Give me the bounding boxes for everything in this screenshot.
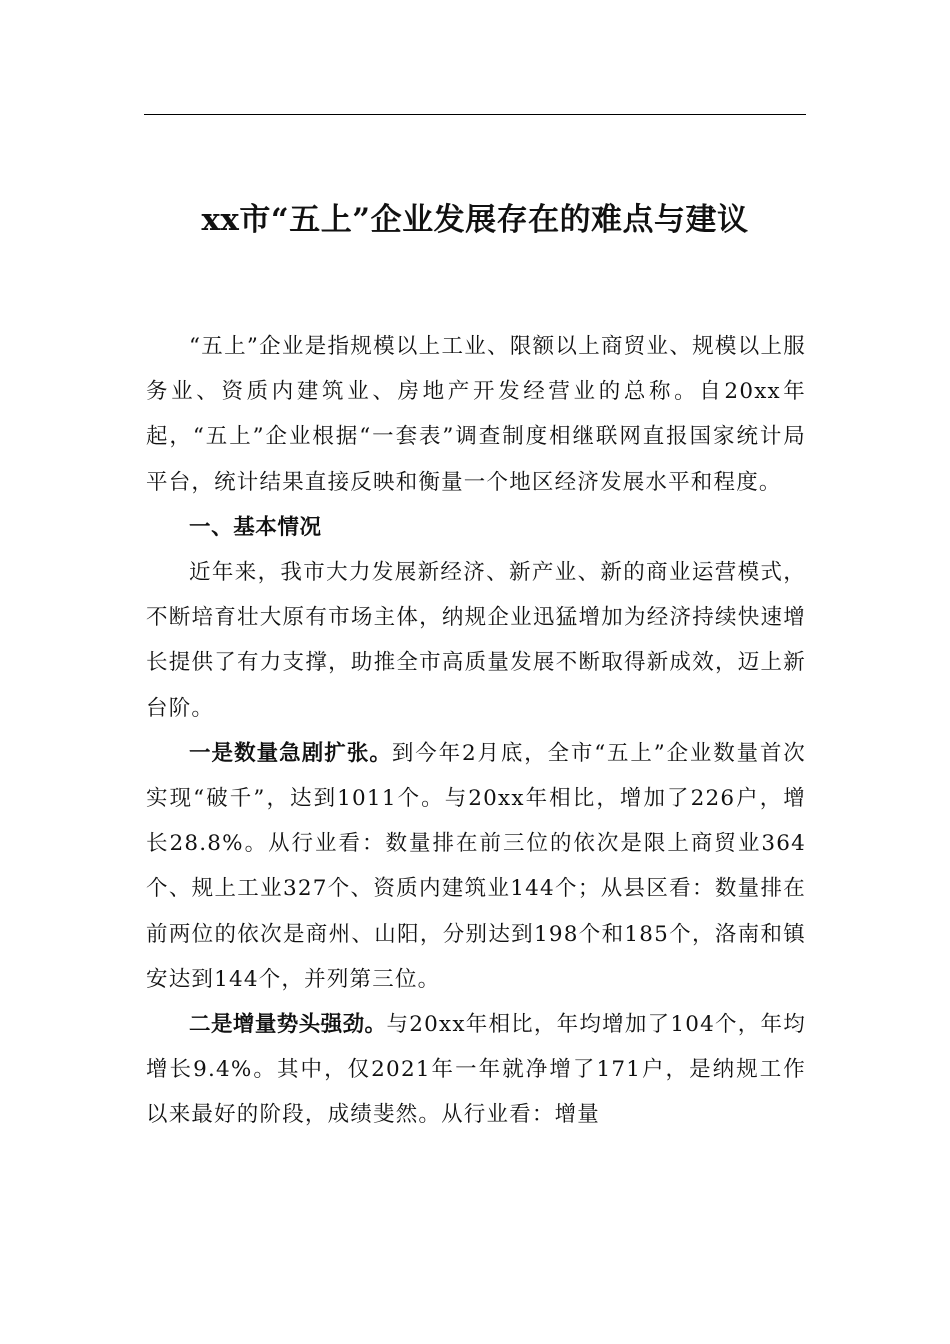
document-body bbox=[146, 324, 806, 1138]
point-2-text: 与20xx年相比，年均增加了104个，年均增长9.4%。其中，仅2021年一年就净增了171户，是纳规工作以来最好的阶段，成绩斐然。从行业看：增量 bbox=[146, 1012, 806, 1128]
point-2-lead: 二是增量势头强劲。 bbox=[189, 1012, 387, 1038]
point-2-paragraph bbox=[146, 1002, 806, 1138]
point-1-paragraph bbox=[146, 731, 806, 1002]
point-1-lead: 一是数量急剧扩张。 bbox=[189, 740, 392, 766]
overview-paragraph: 近年来，我市大力发展新经济、新产业、新的商业运营模式，不断培育壮大原有市场主体，纳规企业迅猛增加为经济持续快速增长提供了有力支撑，助推全市高质量发展不断取得新成效，迈上新台阶。 bbox=[146, 560, 806, 721]
header-rule bbox=[144, 114, 806, 115]
point-1-text: 到今年2月底，全市“五上”企业数量首次实现“破千”，达到1011个。与20xx年相比，增加了226户，增长28.8%。从行业看：数量排在前三位的依次是限上商贸业364个、规上工业327个、资质内建筑业144个；从县区看：数量排在前两位的依次是商州、山阳，分别达到198个和185个，洛南和镇安达到144个，并列第三位。 bbox=[146, 740, 806, 992]
document-title: xx市“五上”企业发展存在的难点与建议 bbox=[201, 202, 749, 238]
intro-paragraph: “五上”企业是指规模以上工业、限额以上商贸业、规模以上服务业、资质内建筑业、房地产开发经营业的总称。自20xx年起，“五上”企业根据“一套表”调查制度相继联网直报国家统计局平台，统计结果直接反映和衡量一个地区经济发展水平和程度。 bbox=[146, 334, 806, 495]
section-heading-basic-situation: 一、基本情况 bbox=[189, 514, 322, 540]
